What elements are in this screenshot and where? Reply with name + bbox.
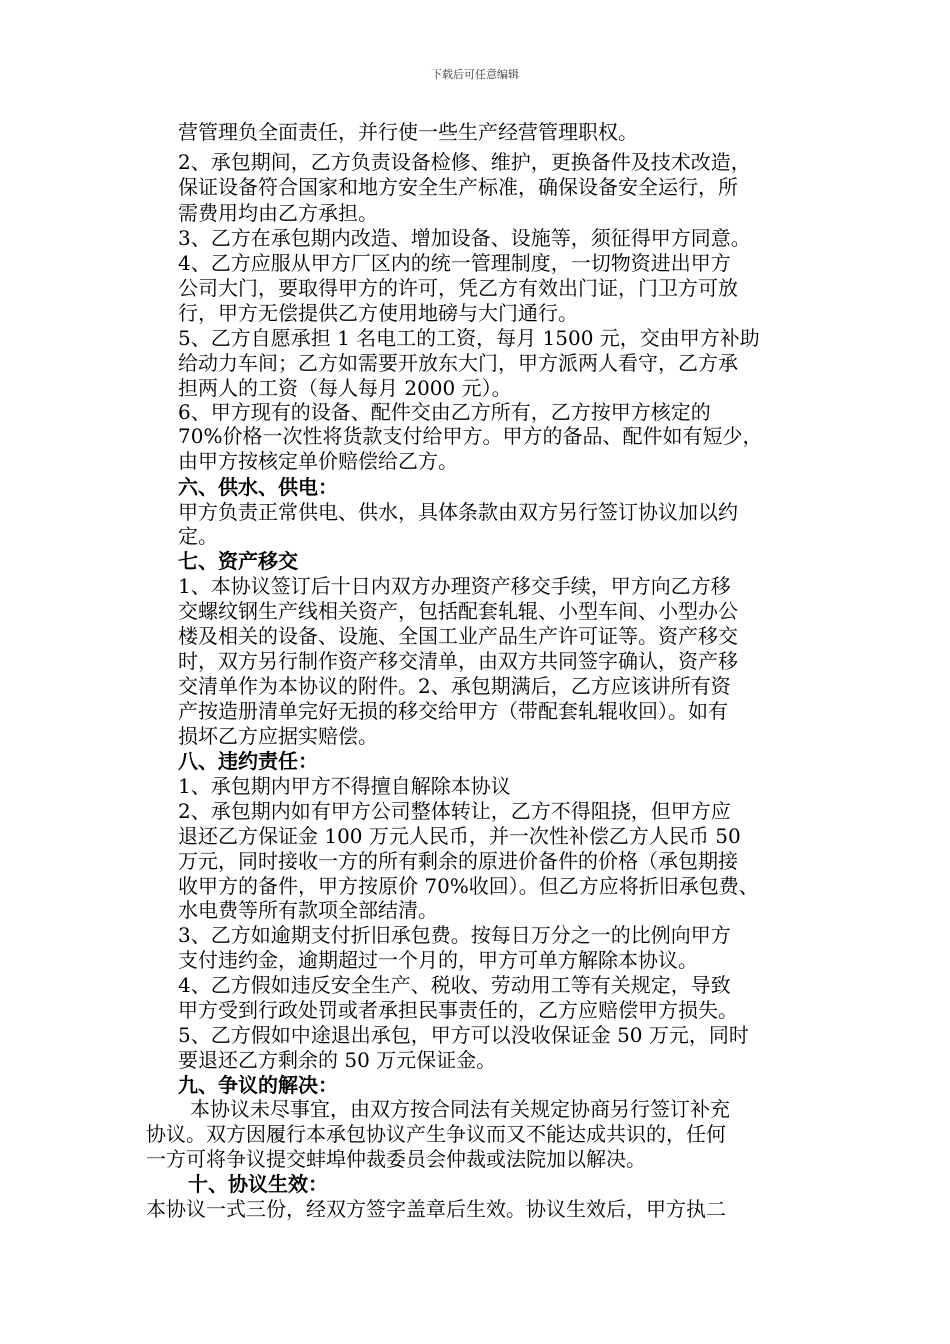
text-line: 6、甲方现有的设备、配件交由乙方所有，乙方按甲方核定的: [178, 400, 711, 424]
text-line: 需费用均由乙方承担。: [178, 201, 378, 225]
text-line: 甲方受到行政处罚或者承担民事责任的，乙方应赔偿甲方损失。: [178, 998, 738, 1022]
text-line: 2、承包期内如有甲方公司整体转让，乙方不得阻挠，但甲方应: [178, 799, 731, 823]
text-line: 定。: [178, 524, 218, 548]
text-line: 交清单作为本协议的附件。2、承包期满后，乙方应该讲所有资: [178, 674, 731, 698]
text-line: 2、承包期间，乙方负责设备检修、维护，更换备件及技术改造，: [178, 150, 751, 174]
section-heading: 七、资产移交: [178, 549, 298, 573]
section-heading: 八、违约责任：: [178, 749, 318, 773]
text-line: 4、乙方假如违反安全生产、税收、劳动用工等有关规定，导致: [178, 973, 731, 997]
text-line: 保证设备符合国家和地方安全生产标准，确保设备安全运行，所: [178, 175, 738, 199]
text-line: 给动力车间；乙方如需要开放东大门，甲方派两人看守，乙方承: [178, 351, 738, 375]
text-line: 本协议未尽事宜，由双方按合同法有关规定协商另行签订补充: [190, 1097, 730, 1121]
text-line: 1、承包期内甲方不得擅自解除本协议: [178, 774, 511, 798]
text-line: 担两人的工资（每人每月 2000 元）。: [178, 376, 512, 400]
text-line: 收甲方的备件，甲方按原价 70%收回）。但乙方应将折旧承包费、: [178, 874, 759, 898]
text-line: 退还乙方保证金 100 万元人民币，并一次性补偿乙方人民币 50: [178, 824, 741, 848]
text-line: 甲方负责正常供电、供水，具体条款由双方另行签订协议加以约: [178, 500, 738, 524]
text-line: 本协议一式三份，经双方签字盖章后生效。协议生效后，甲方执二: [146, 1197, 726, 1221]
text-line: 协议。双方因履行本承包协议产生争议而又不能达成共识的，任何: [146, 1122, 726, 1146]
page-header: 下载后可任意编辑: [431, 68, 519, 81]
text-line: 5、乙方假如中途退出承包，甲方可以没收保证金 50 万元，同时: [178, 1023, 749, 1047]
section-heading: 六、供水、供电：: [178, 475, 338, 499]
text-line: 损坏乙方应据实赔偿。: [178, 724, 378, 748]
text-line: 时，双方另行制作资产移交清单，由双方共同签字确认，资产移: [178, 649, 738, 673]
text-line: 行，甲方无偿提供乙方使用地磅与大门通行。: [178, 301, 578, 325]
text-line: 产按造册清单完好无损的移交给甲方（带配套轧辊收回）。如有: [178, 699, 728, 723]
section-heading: 十、协议生效：: [188, 1172, 328, 1196]
text-line: 一方可将争议提交蚌埠仲裁委员会仲裁或法院加以解决。: [146, 1147, 646, 1171]
text-line: 3、乙方在承包期内改造、增加设备、设施等，须征得甲方同意。: [178, 226, 751, 250]
text-line: 3、乙方如逾期支付折旧承包费。按每日万分之一的比例向甲方: [178, 923, 731, 947]
text-line: 支付违约金，逾期超过一个月的，甲方可单方解除本协议。: [178, 948, 698, 972]
text-line: 要退还乙方剩余的 50 万元保证金。: [178, 1048, 497, 1072]
text-line: 70%价格一次性将货款支付给甲方。甲方的备品、配件如有短少，: [178, 424, 763, 448]
text-line: 1、本协议签订后十日内双方办理资产移交手续，甲方向乙方移: [178, 574, 731, 598]
text-line: 由甲方按核定单价赔偿给乙方。: [178, 449, 458, 473]
text-line: 楼及相关的设备、设施、全国工业产品生产许可证等。资产移交: [178, 624, 738, 648]
text-line: 交螺纹钢生产线相关资产，包括配套轧辊、小型车间、小型办公: [178, 599, 738, 623]
text-line: 营管理负全面责任，并行使一些生产经营管理职权。: [178, 120, 638, 144]
text-line: 公司大门，要取得甲方的许可，凭乙方有效出门证，门卫方可放: [178, 276, 738, 300]
section-heading: 九、争议的解决：: [178, 1073, 338, 1097]
text-line: 4、乙方应服从甲方厂区内的统一管理制度，一切物资进出甲方: [178, 251, 731, 275]
text-line: 水电费等所有款项全部结清。: [178, 898, 438, 922]
text-line: 5、乙方自愿承担 1 名电工的工资，每月 1500 元，交由甲方补助: [178, 326, 760, 350]
text-line: 万元，同时接收一方的所有剩余的原进价备件的价格（承包期接: [178, 849, 738, 873]
